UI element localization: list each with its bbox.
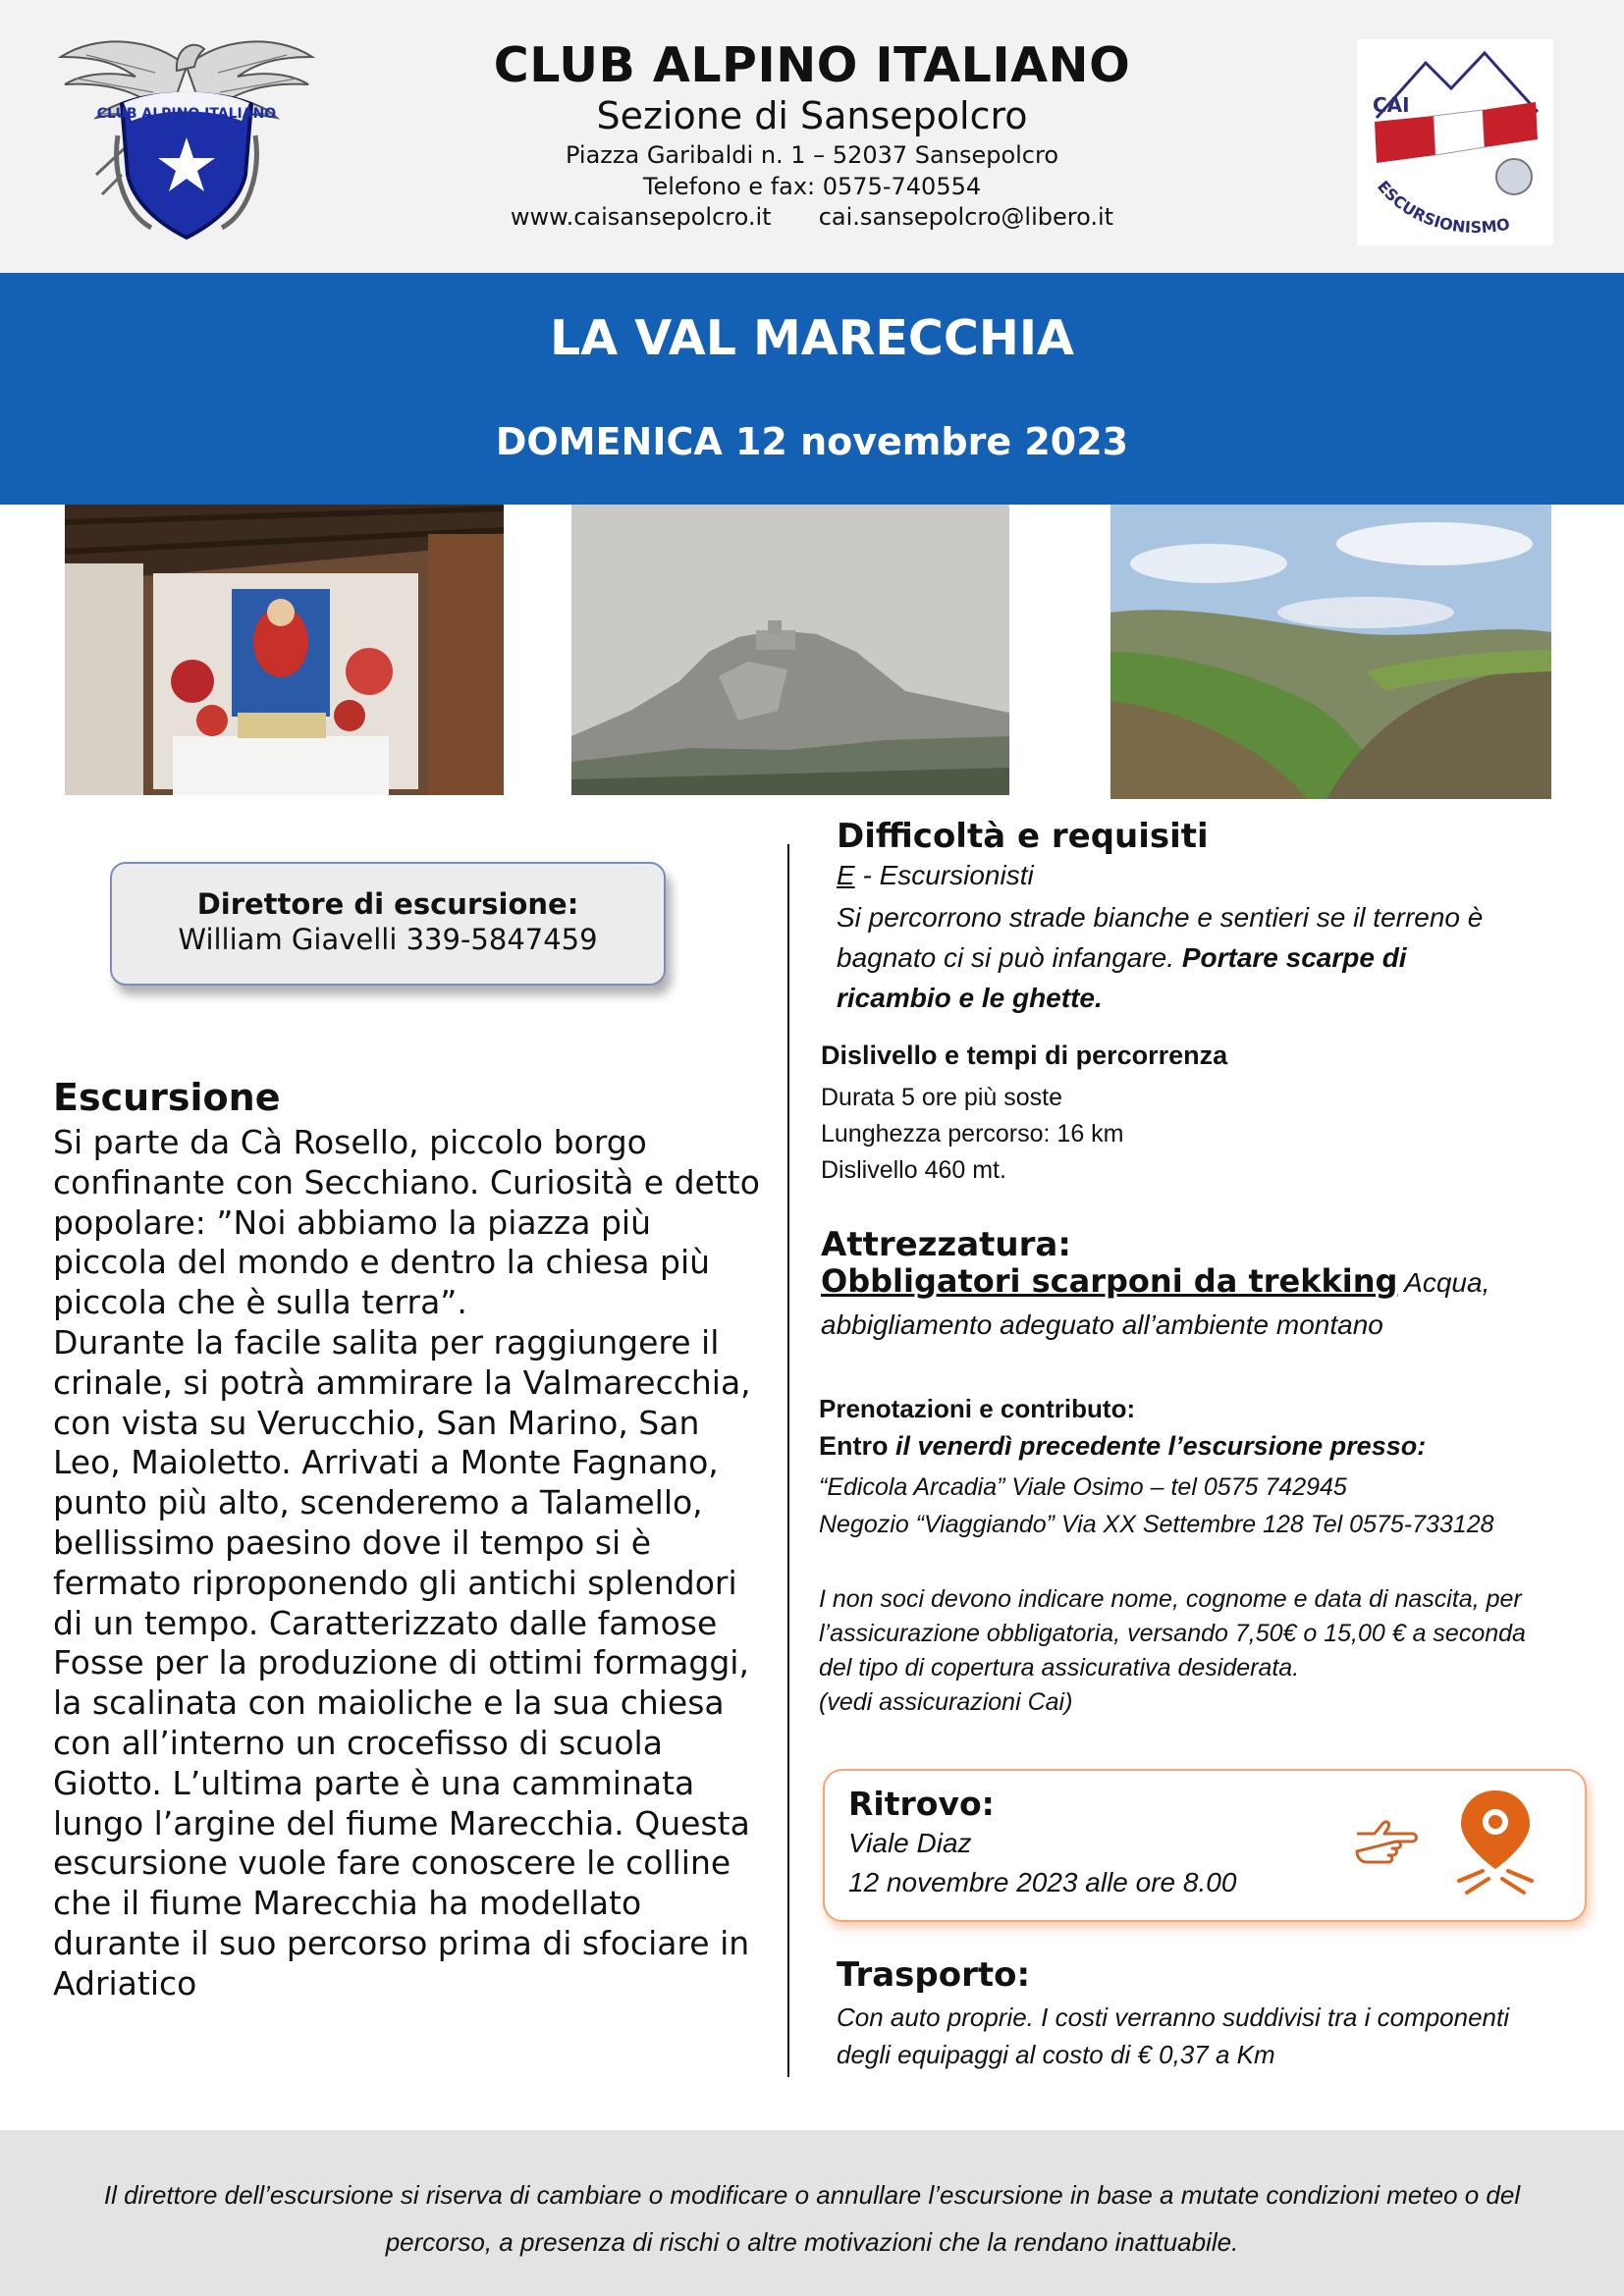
attrezzatura-rest: Acqua, [1397,1267,1490,1298]
attrezzatura-line-2: abbigliamento adeguato all’ambiente montano [821,1309,1383,1340]
excursion-line: punto più alto, scenderemo a Talamello, [53,1483,703,1522]
website-link[interactable]: www.caisansepolcro.it [510,203,772,231]
non-members-line: del tipo di copertura assicurativa desiderata. [819,1654,1300,1682]
logo-left-text: CLUB ALPINO ITALIANO [96,106,277,122]
excursion-line: piccola che è sulla terra”. [53,1283,467,1322]
event-date: DOMENICA 12 novembre 2023 [495,420,1129,463]
excursion-line: con all’interno un crocefisso di scuola [53,1723,663,1762]
section-name: Sezione di Sansepolcro [596,94,1028,137]
excursion-line: piccola del mondo e dentro la chiesa più [53,1243,711,1282]
cai-escursionismo-logo [1357,39,1553,245]
event-title: LA VAL MARECCHIA [550,310,1074,366]
excursion-line: crinale, si potrà ammirare la Valmarecchia, [53,1362,751,1402]
difficulty-level [837,860,1583,891]
club-contacts [324,203,1300,231]
difficulty-code: E [837,860,855,890]
prenotazioni-entro-label: Entro [819,1431,895,1461]
excursion-line: bellissimo paesino dove il tempo si è [53,1522,652,1562]
excursion-description [53,1123,780,2004]
trasporto-title: Trasporto: [837,1955,1031,1995]
excursion-title: Escursione [53,1076,281,1119]
director-name: William Giavelli 339-5847459 [178,923,598,956]
prenotazioni-locations [819,1468,1494,1543]
location-pin-icon [1453,1787,1538,1896]
footer-line: percorso, a presenza di rischi o altre motivazioni che la rendano inattuabile. [385,2227,1239,2257]
prenotazioni-entro [819,1431,1426,1462]
dislivello-item: Durata 5 ore più soste [821,1084,1062,1111]
difficulty-title: Difficoltà e requisiti [837,817,1209,856]
excursion-line: con vista su Verucchio, San Marino, San [53,1403,700,1442]
attrezzatura-mandatory: Obbligatori scarponi da trekking [821,1262,1398,1300]
prenotazioni-entro-italic: il venerdì precedente l’escursione presso: [895,1431,1427,1461]
excursion-line: popolare: ”Noi abbiamo la piazza più [53,1202,651,1242]
difficulty-text [837,897,1563,1018]
prenotazioni-title: Prenotazioni e contributo: [819,1394,1136,1423]
dislivello-item: Lunghezza percorso: 16 km [821,1120,1124,1148]
column-divider [787,844,789,2077]
dislivello-item: Dislivello 460 mt. [821,1156,1006,1184]
page-header [0,0,1624,273]
difficulty-line-2: bagnato ci si può infangare. [837,942,1182,973]
difficulty-label: - Escursionisti [854,860,1034,890]
excursion-line: lungo l’argine del fiume Marecchia. Questa [53,1803,750,1842]
valley-photo [1110,505,1551,799]
attrezzatura-line-1 [821,1262,1606,1300]
ritrovo-time: 12 novembre 2023 alle ore 8.00 [848,1867,1237,1897]
cai-eagle-shield-logo [57,27,316,245]
excursion-line: Giotto. L’ultima parte è una camminata [53,1763,695,1802]
dislivello-list [821,1080,1124,1189]
difficulty-bold-1: Portare scarpe di [1181,942,1407,973]
excursion-line: Leo, Maioletto. Arrivati a Monte Fagnano, [53,1443,719,1482]
difficulty-line-1: Si percorrono strade bianche e sentieri se il terreno è [837,902,1484,933]
page-footer [0,2130,1624,2296]
non-members-line: (vedi assicurazioni Cai) [819,1688,1073,1716]
prenotazioni-location: Negozio “Viaggiando” Via XX Settembre 128 Tel 0575-733128 [819,1511,1494,1538]
chapel-photo [65,505,504,795]
club-name: CLUB ALPINO ITALIANO [493,37,1131,93]
non-members-line: I non soci devono indicare nome, cognome e data di nascita, per [819,1585,1522,1613]
logo-right-cai-text: CAI [1373,93,1410,117]
difficulty-bold-2: ricambio e le ghette. [837,983,1103,1013]
attrezzatura-title: Attrezzatura: [821,1225,1071,1264]
footer-line: Il direttore dell’escursione si riserva di cambiare o modificare o annullare l’escursione in base a mutate condizioni meteo o del [103,2180,1521,2210]
ritrovo-title: Ritrovo: [848,1785,995,1823]
trasporto-line: degli equipaggi al costo di € 0,37 a Km [837,2040,1275,2069]
excursion-line: Adriatico [53,1963,197,2002]
excursion-line: durante il suo percorso prima di sfociare in [53,1923,750,1962]
pointing-hand-icon [1353,1816,1418,1867]
ritrovo-place: Viale Diaz [848,1828,972,1858]
logo-right-escursionismo-text: ESCURSIONISMO [1373,177,1512,238]
non-members-line: l’assicurazione obbligatoria, versando 7,50€ o 15,00 € a seconda [819,1620,1526,1647]
director-box [110,862,666,986]
prenotazioni-location: “Edicola Arcadia” Viale Osimo – tel 0575 742945 [819,1473,1347,1501]
castle-hill-photo [571,505,1009,795]
title-band [0,273,1624,505]
club-phone: Telefono e fax: 0575-740554 [642,173,982,200]
footer-disclaimer [24,2171,1600,2266]
excursion-line: la scalinata con maioliche e la sua chiesa [53,1683,725,1723]
email-link[interactable]: cai.sansepolcro@libero.it [818,203,1114,231]
excursion-line: Durante la facile salita per raggiungere il [53,1322,720,1362]
ritrovo-box [823,1769,1587,1922]
excursion-line: fermato riproponendo gli antichi splendori [53,1563,737,1602]
excursion-line: Fosse per la produzione di ottimi formaggi, [53,1643,749,1682]
excursion-line: escursione vuole fare conoscere le colline [53,1843,731,1883]
club-address: Piazza Garibaldi n. 1 – 52037 Sansepolcro [565,141,1059,169]
director-label: Direttore di escursione: [196,887,579,921]
non-members-note [819,1582,1604,1720]
trasporto-text [837,1999,1583,2073]
excursion-line: confinante con Secchiano. Curiosità e detto [53,1162,760,1201]
trasporto-line: Con auto proprie. I costi verranno suddivisi tra i componenti [837,2002,1510,2032]
excursion-line: che il fiume Marecchia ha modellato [53,1884,642,1923]
excursion-line: di un tempo. Caratterizzato dalle famose [53,1603,718,1642]
excursion-line: Si parte da Cà Rosello, piccolo borgo [53,1123,647,1161]
dislivello-title: Dislivello e tempi di percorrenza [821,1041,1228,1070]
